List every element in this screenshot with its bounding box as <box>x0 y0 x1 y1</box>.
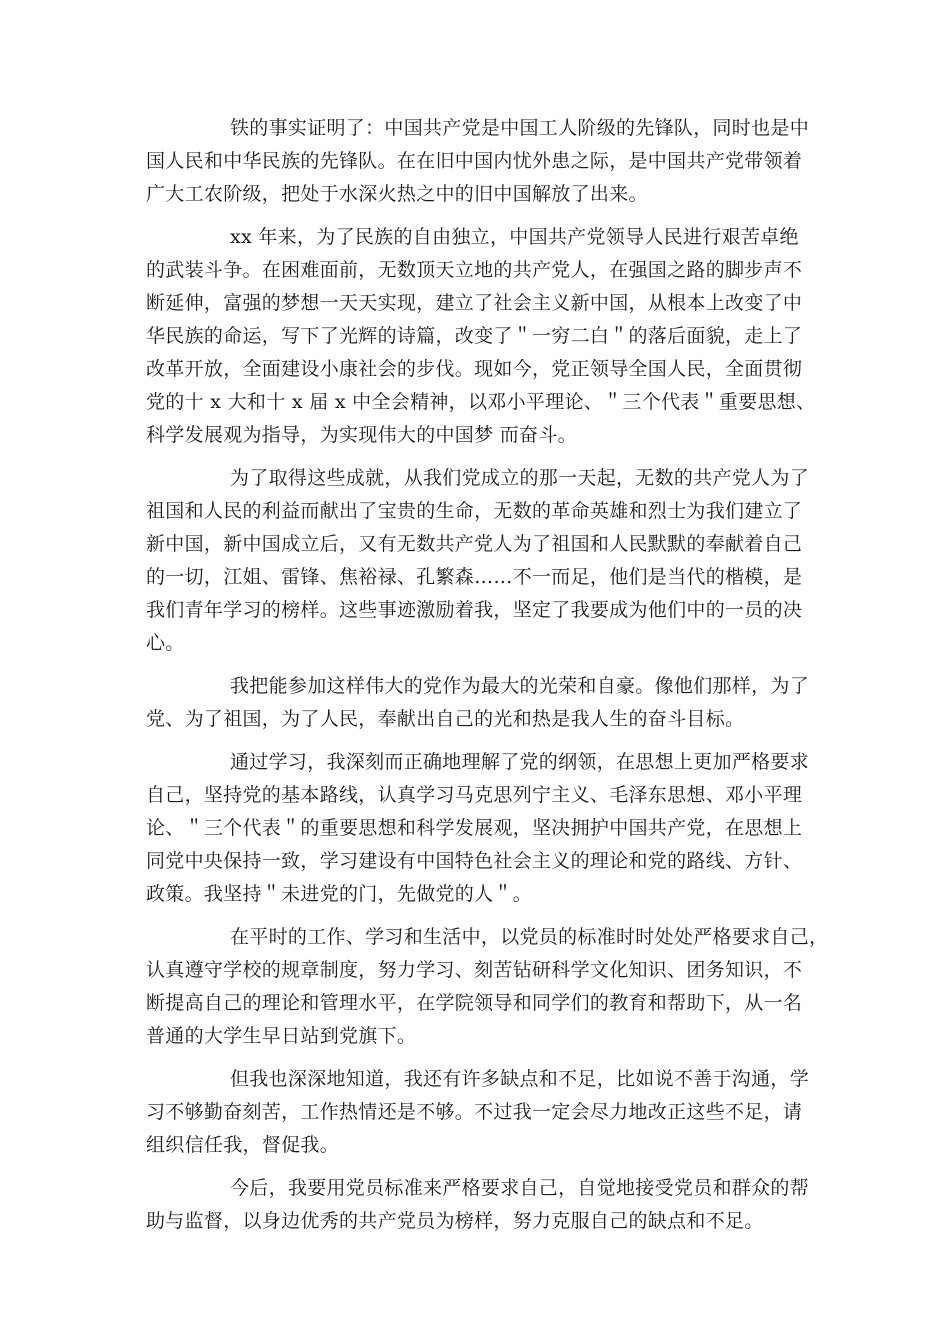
paragraph-4 <box>146 670 810 736</box>
text-line: 认真遵守学校的规章制度，努力学习、刻苦钻研科学文化知识、团务知识，不 <box>146 959 803 981</box>
text-line: 断延伸，富强的梦想一天天实现，建立了社会主义新中国，从根本上改变了中 <box>146 292 803 314</box>
text-line: 自己，坚持党的基本路线，认真学习马克思列宁主义、毛泽东思想、邓小平理 <box>146 784 803 806</box>
paragraph-2 <box>146 221 816 452</box>
text-line: 的一切，江姐、雷锋、焦裕禄、孔繁森……不一而足，他们是当代的楷模，是 <box>146 566 803 588</box>
text-line: 为了取得这些成就，从我们党成立的那一天起，无数的共产党人为了 <box>230 467 810 489</box>
text-line: 党、为了祖国，为了人民，奉献出自己的光和热是我人生的奋斗目标。 <box>146 708 745 730</box>
text-line: 通过学习，我深刻而正确地理解了党的纲领，在思想上更加严格要求 <box>230 751 810 773</box>
text-line: 今后，我要用党员标准来严格要求自己，自觉地接受党员和群众的帮 <box>230 1177 810 1199</box>
text-line: 在平时的工作、学习和生活中，以党员的标准时时处处严格要求自己， <box>230 926 829 948</box>
text-line: 的武装斗争。在困难面前，无数顶天立地的共产党人，在强国之路的脚步声不 <box>146 259 803 281</box>
paragraph-8 <box>146 1172 810 1238</box>
text-line: 助与监督，以身边优秀的共产党员为榜样，努力克服自己的缺点和不足。 <box>146 1210 764 1232</box>
text-line: 我们青年学习的榜样。这些事迹激励着我，坚定了我要成为他们中的一员的决 <box>146 599 803 621</box>
text-line: 我把能参加这样伟大的党作为最大的光荣和自豪。像他们那样，为了 <box>230 675 810 697</box>
text-line: 普通的大学生早日站到党旗下。 <box>146 1025 417 1047</box>
paragraph-6 <box>146 921 829 1053</box>
text-line: xx 年来，为了民族的自由独立，中国共产党领导人民进行艰苦卓绝 <box>230 226 799 248</box>
paragraph-5 <box>146 746 810 911</box>
document-body <box>146 112 829 1248</box>
text-line: 同党中央保持一致，学习建设有中国特色社会主义的理论和党的路线、方针、 <box>146 850 803 872</box>
paragraph-3 <box>146 462 810 660</box>
text-line: 广大工农阶级，把处于水深火热之中的旧中国解放了出来。 <box>146 183 648 205</box>
text-line: 国人民和中华民族的先锋队。在在旧中国内忧外患之际，是中国共产党带领着 <box>146 150 803 172</box>
text-line: 断提高自己的理论和管理水平，在学院领导和同学们的教育和帮助下，从一名 <box>146 992 803 1014</box>
text-line: 组织信任我，督促我。 <box>146 1134 340 1156</box>
text-line: 政策。我坚持＂未进党的门，先做党的人＂。 <box>146 883 533 905</box>
text-line: 华民族的命运，写下了光辉的诗篇，改变了＂一穷二白＂的落后面貌，走上了 <box>146 325 803 347</box>
text-line: 铁的事实证明了：中国共产党是中国工人阶级的先锋队，同时也是中 <box>230 117 810 139</box>
text-line: 科学发展观为指导，为实现伟大的中国梦 而奋斗。 <box>146 424 577 446</box>
text-line: 改革开放，全面建设小康社会的步伐。现如今，党正领导全国人民，全面贯彻 <box>146 358 803 380</box>
text-line: 论、＂三个代表＂的重要思想和科学发展观，坚决拥护中国共产党，在思想上 <box>146 817 803 839</box>
text-line: 党的十 x 大和十 x 届 x 中全会精神，以邓小平理论、＂三个代表＂重要思想、 <box>146 391 816 413</box>
paragraph-7 <box>146 1063 810 1162</box>
text-line: 心。 <box>146 632 185 654</box>
text-line: 但我也深深地知道，我还有许多缺点和不足，比如说不善于沟通，学 <box>230 1068 810 1090</box>
text-line: 祖国和人民的利益而献出了宝贵的生命，无数的革命英雄和烈士为我们建立了 <box>146 500 803 522</box>
text-line: 习不够勤奋刻苦，工作热情还是不够。不过我一定会尽力地改正这些不足，请 <box>146 1101 803 1123</box>
text-line: 新中国，新中国成立后，又有无数共产党人为了祖国和人民默默的奉献着自己 <box>146 533 803 555</box>
paragraph-1 <box>146 112 810 211</box>
